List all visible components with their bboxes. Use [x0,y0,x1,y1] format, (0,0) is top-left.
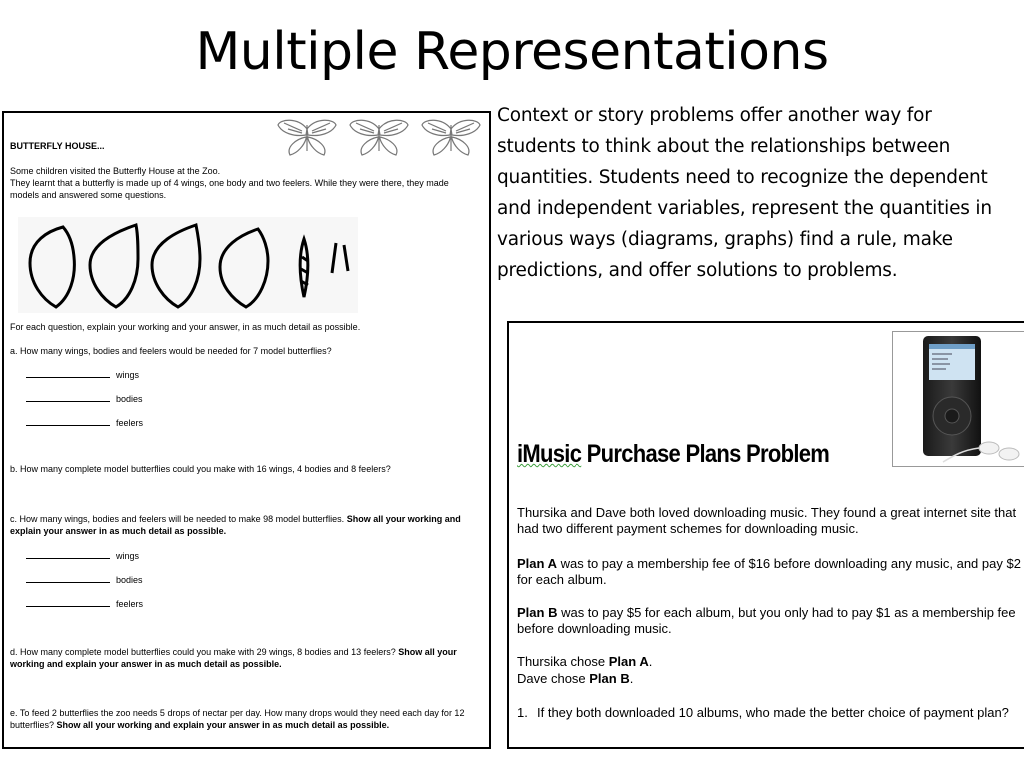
butterfly-icon [420,117,482,157]
blank-label: wings [116,370,140,380]
question-1: If they both downloaded 10 albums, who made the better choice of payment plan? [537,705,1009,720]
answer-blank-wings [26,550,139,561]
choice-plan: Plan B [589,671,630,686]
choice-text: Thursika chose [517,654,609,669]
blank-label: bodies [116,575,143,585]
imusic-title-brand: iMusic [517,440,582,468]
question-c-text: c. How many wings, bodies and feelers will be needed to make 98 model butterflies. [10,514,345,524]
thursika-choice: Thursika chose Plan A. [517,654,653,669]
intro-line-2: They learnt that a butterfly is made up of 4 wings, one body and two feelers. While they were there, they made models and answered some questions. [10,178,449,200]
imusic-document [507,321,1024,749]
question-d [10,646,482,670]
plan-a-text: was to pay a membership fee of $16 before downloading any music, and pay $2 for each album. [517,556,1021,587]
butterfly-parts-drawing [18,217,358,313]
plan-b [517,605,1024,637]
answer-blank-feelers [26,417,143,428]
question-e-bold: Show all your working and explain your answer in as much detail as possible. [56,720,390,730]
choice-plan: Plan A [608,654,649,669]
plan-b-label: Plan B [517,605,558,620]
question-b: b. How many complete model butterflies could you make with 16 wings, 4 bodies and 8 feelers? [10,464,391,474]
question-1-number: 1. [517,705,528,720]
question-e [10,707,482,731]
butterfly-worksheet [2,111,491,749]
worksheet-intro [10,165,480,201]
answer-blank-feelers [26,598,143,609]
answer-blank-bodies [26,393,143,404]
worksheet-instruction: For each question, explain your working and your answer, in as much detail as possible. [10,322,361,332]
question-d-text: d. How many complete model butterflies could you make with 29 wings, 8 bodies and 13 feelers? [10,647,396,657]
question-a: a. How many wings, bodies and feelers would be needed for 7 model butterflies? [10,346,332,356]
question-e-text: e. To feed 2 butterflies the zoo needs 5 drops of nectar per day. How many drops would they need each day for 12 butterflies? [10,708,465,730]
dave-choice: Dave chose Plan B. [517,671,634,686]
blank-label: feelers [116,418,144,428]
blank-label: bodies [116,394,143,404]
ipod-image [892,331,1024,467]
blank-label: feelers [116,599,144,609]
intro-line-1: Some children visited the Butterfly House at the Zoo. [10,166,221,176]
question-d-bold: Show all your working and explain your answer in as much detail as possible. [10,647,457,669]
worksheet-heading: BUTTERFLY HOUSE... [10,141,105,151]
answer-blank-bodies [26,574,143,585]
choice-text: Dave chose [517,671,590,686]
plan-a-label: Plan A [517,556,557,571]
question-c-bold: Show all your working and explain your answer in as much detail as possible. [10,514,461,536]
slide-title: Multiple Representations [195,22,829,82]
imusic-intro: Thursika and Dave both loved downloading music. They found a great internet site that had two different payment schemes for downloading music. [517,505,1017,536]
imusic-title [517,440,829,469]
context-paragraph: Context or story problems offer another way for students to think about the relationships between quantities. Students need to recognize the dependent and independent variables, represent the quantities in various ways (diagrams, graphs) find a rule, make predictions, and offer solutions to problems. [497,105,992,281]
imusic-title-rest: Purchase Plans Problem [581,440,830,468]
ipod-icon [893,332,1024,466]
blank-label: wings [116,551,140,561]
butterfly-icon [276,117,338,157]
butterfly-icon [348,117,410,157]
plan-a [517,556,1024,588]
plan-b-text: was to pay $5 for each album, but you only had to pay $1 as a membership fee before downloading music. [517,605,1016,636]
question-c [10,513,482,537]
answer-blank-wings [26,369,139,380]
